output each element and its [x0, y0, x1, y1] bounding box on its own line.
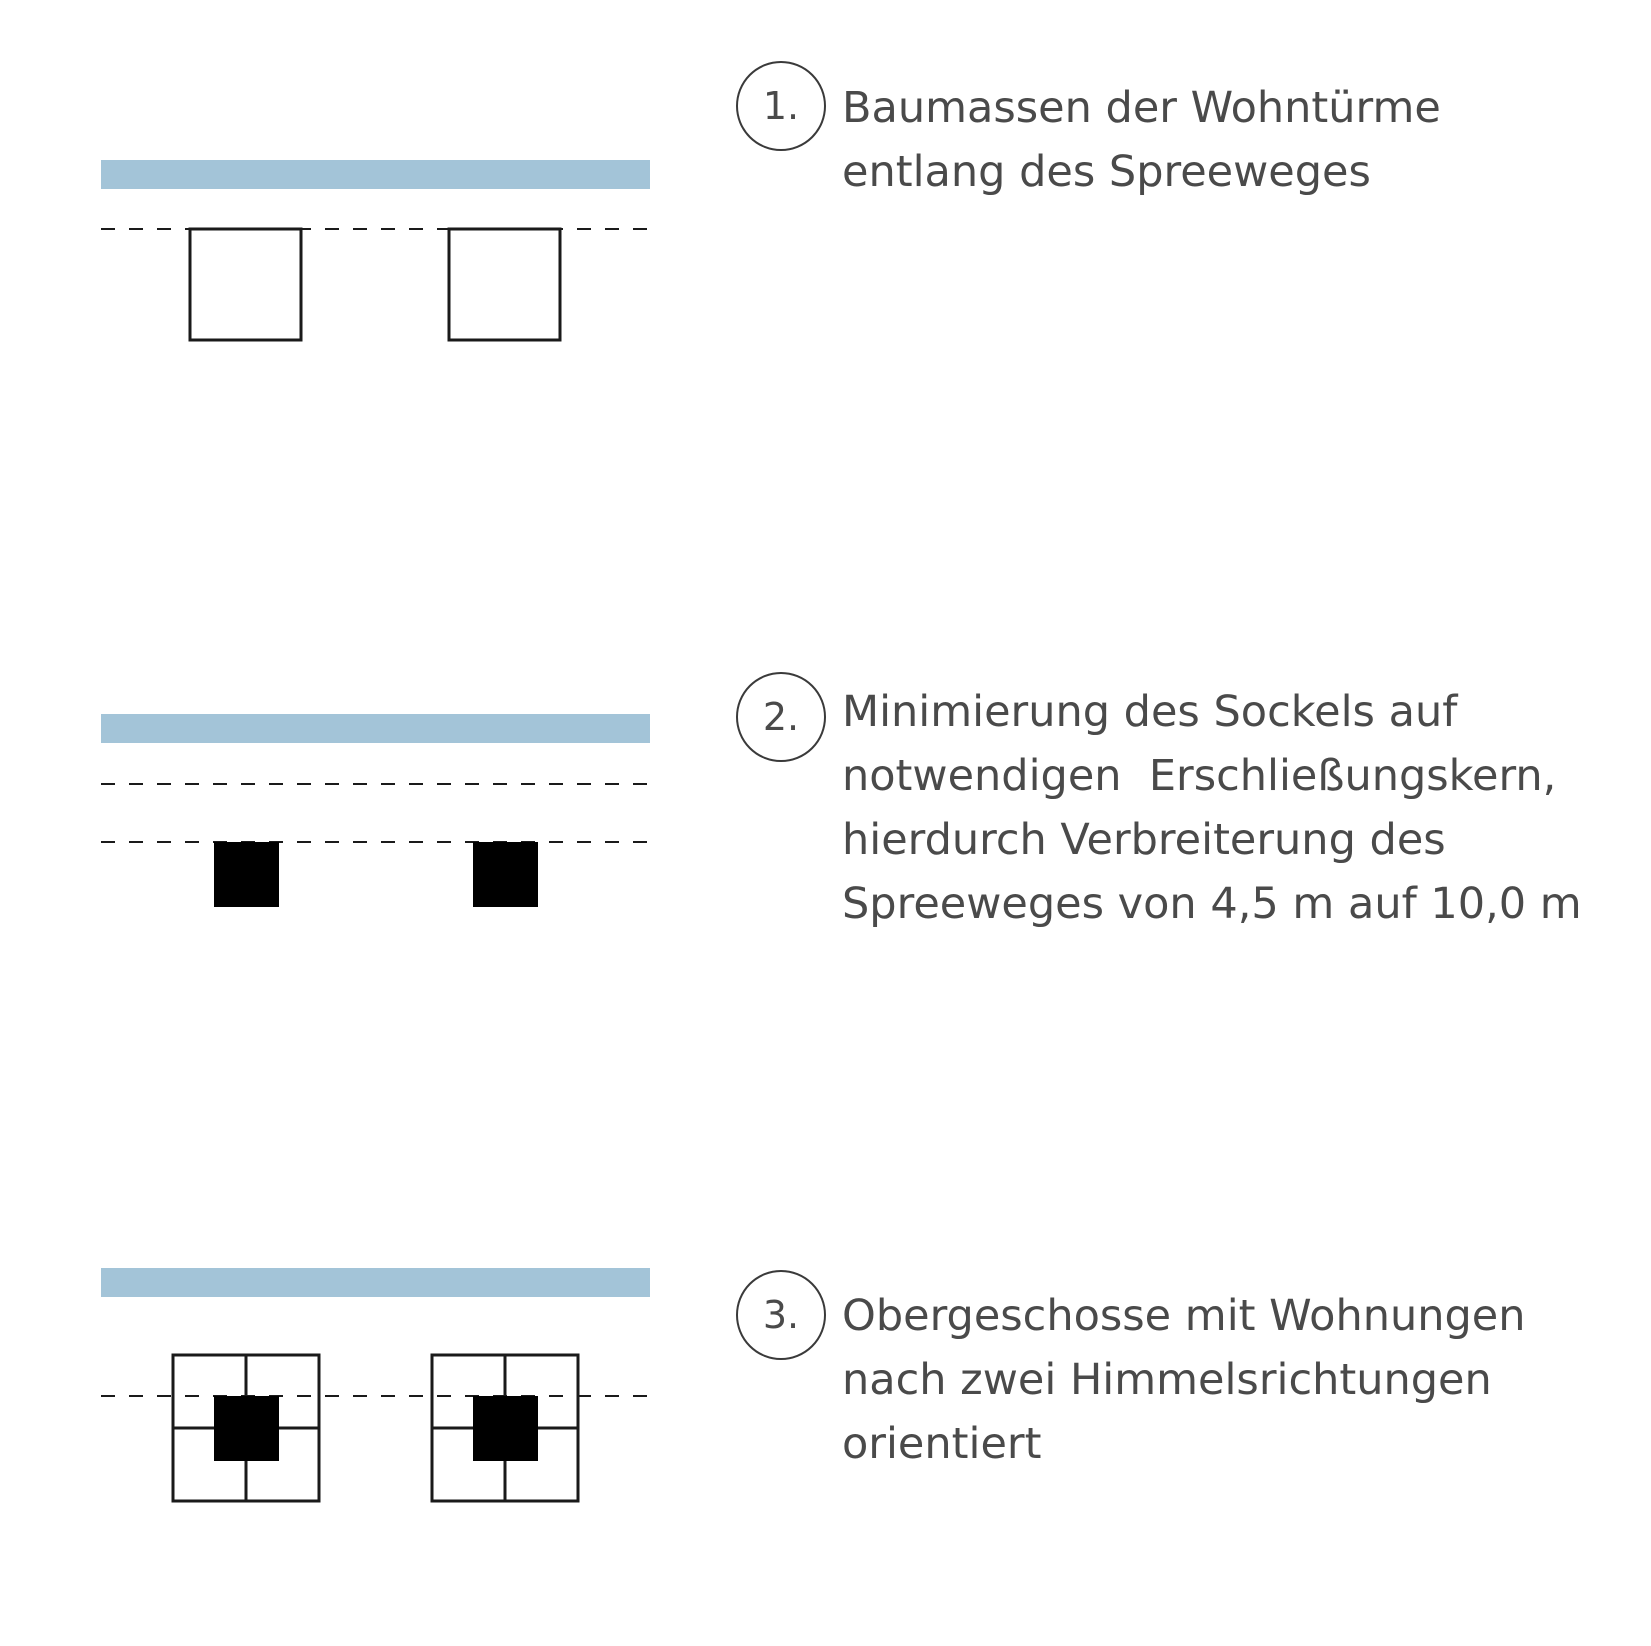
- access-core: [214, 842, 279, 907]
- tower-footprint: [190, 229, 301, 340]
- step-text-line: Baumassen der Wohntürme: [842, 83, 1441, 133]
- step-text-line: notwendigen Erschließungskern,: [842, 751, 1557, 801]
- step-number-3: 3.: [736, 1270, 826, 1360]
- step-description-1: [842, 76, 1441, 204]
- upper-floor-plan: [173, 1355, 319, 1501]
- step-text-line: entlang des Spreeweges: [842, 147, 1371, 197]
- step-text-line: hierdurch Verbreiterung des: [842, 815, 1446, 865]
- river-band: [101, 1268, 650, 1297]
- access-core: [473, 1396, 538, 1461]
- step-text-line: Spreeweges von 4,5 m auf 10,0 m: [842, 879, 1582, 929]
- river-band: [101, 714, 650, 743]
- step-text-line: nach zwei Himmelsrichtungen: [842, 1355, 1492, 1405]
- step-description-3: [842, 1284, 1526, 1476]
- step-number-1: 1.: [736, 61, 826, 151]
- step-text-line: Obergeschosse mit Wohnungen: [842, 1291, 1526, 1341]
- upper-floor-plan: [432, 1355, 578, 1501]
- step-text-line: orientiert: [842, 1419, 1042, 1469]
- step-description-2: [842, 680, 1582, 936]
- river-band: [101, 160, 650, 189]
- step-number-2: 2.: [736, 672, 826, 762]
- access-core: [473, 842, 538, 907]
- step-1-diagram: [101, 160, 650, 340]
- step-3-diagram: [101, 1268, 650, 1501]
- step-text-line: Minimierung des Sockels auf: [842, 687, 1458, 737]
- access-core: [214, 1396, 279, 1461]
- tower-footprint: [449, 229, 560, 340]
- step-2-diagram: [101, 714, 650, 907]
